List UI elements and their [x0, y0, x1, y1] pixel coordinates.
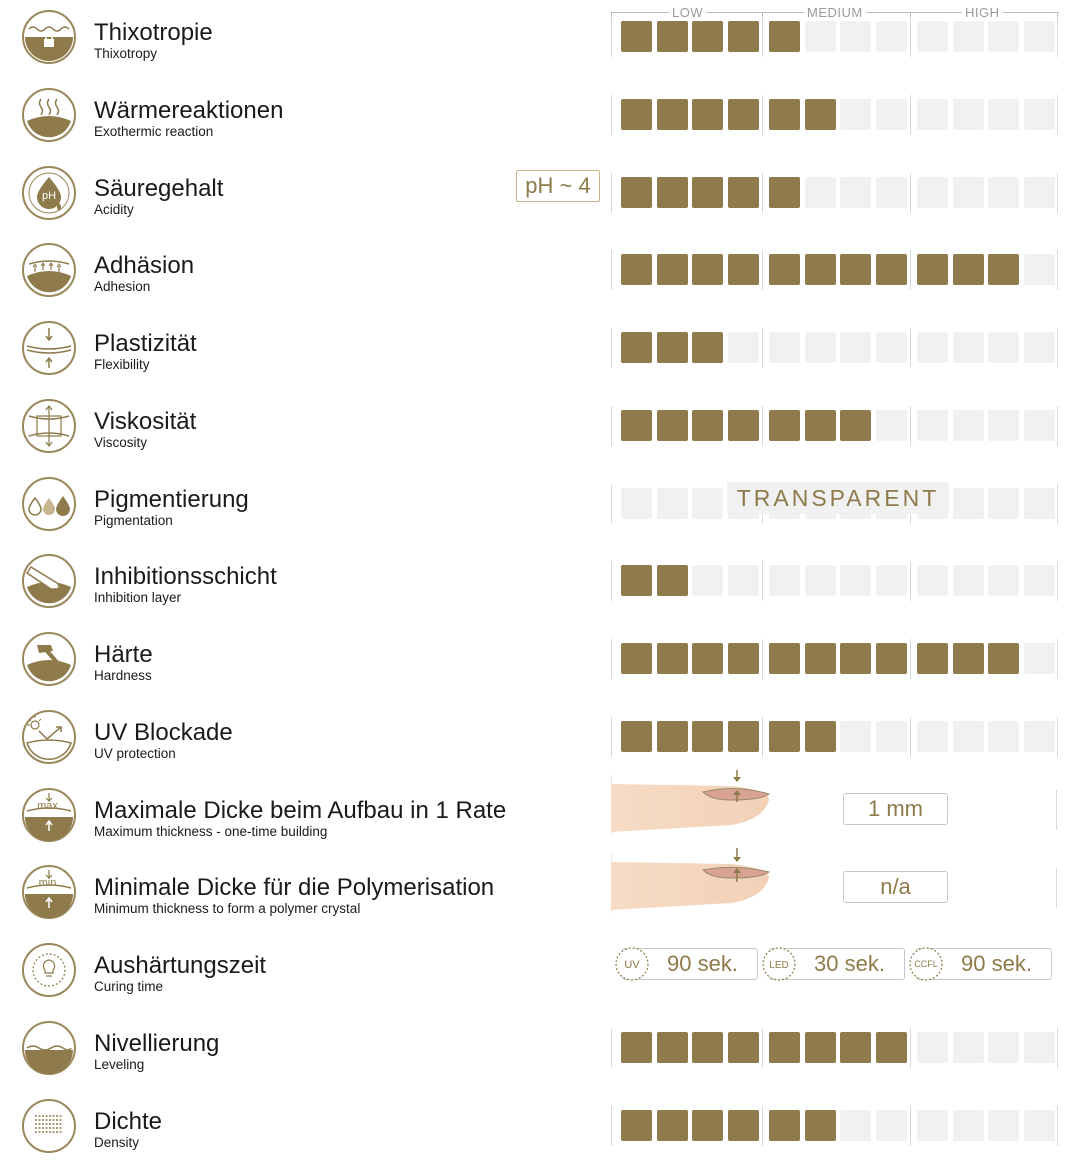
rating-square-filled: [728, 99, 759, 130]
rating-square-empty: [917, 99, 948, 130]
property-subtitle: Hardness: [94, 668, 152, 683]
property-row: [0, 87, 1080, 157]
rating-square-empty: [1024, 254, 1055, 285]
rating-square-empty: [805, 21, 836, 52]
rating-square-filled: [876, 254, 907, 285]
rating-square-filled: [917, 254, 948, 285]
property-title: Säuregehalt: [94, 175, 224, 202]
property-title: Adhäsion: [94, 252, 195, 279]
property-subtitle: Curing time: [94, 979, 164, 994]
min-thickness-value: n/a: [843, 871, 948, 903]
scale-end-rule: [1056, 790, 1057, 830]
rating-square-filled: [621, 410, 652, 441]
rating-square-filled: [657, 643, 688, 674]
rating-square-filled: [692, 721, 723, 752]
rating-square-empty: [1024, 643, 1055, 674]
rating-square-empty: [1024, 99, 1055, 130]
rating-square-filled: [657, 565, 688, 596]
svg-text:pH: pH: [41, 190, 57, 202]
rating-square-filled: [988, 643, 1019, 674]
rating-square-empty: [988, 332, 1019, 363]
rating-square-filled: [692, 177, 723, 208]
rating-square-empty: [805, 565, 836, 596]
rating-square-filled: [621, 1032, 652, 1063]
scale-separator: [1057, 639, 1058, 679]
rating-square-empty: [953, 410, 984, 441]
curing-led: [769, 948, 905, 980]
property-subtitle: Adhesion: [94, 279, 151, 294]
uv-lamp-icon: [613, 945, 651, 983]
scale-separator: [910, 639, 911, 679]
max-thickness-value: 1 mm: [843, 793, 948, 825]
rating-square-filled: [769, 410, 800, 441]
curing-uv-time: 90 sek.: [667, 951, 738, 976]
rating-square-filled: [621, 177, 652, 208]
rating-square-empty: [805, 332, 836, 363]
scale-separator: [611, 484, 612, 524]
property-row: [0, 1098, 1080, 1168]
rating-square-empty: [953, 332, 984, 363]
rating-square-filled: [728, 1032, 759, 1063]
rating-square-filled: [692, 410, 723, 441]
finger-illustration: [611, 770, 781, 840]
rating-square-empty: [728, 565, 759, 596]
rating-square-filled: [876, 643, 907, 674]
rating-square-empty: [1024, 488, 1055, 519]
rating-scale: [611, 17, 1059, 57]
scale-separator: [762, 1106, 763, 1146]
header-medium-label: MEDIUM: [804, 5, 866, 20]
hammer-icon: [21, 631, 77, 687]
rating-square-filled: [769, 21, 800, 52]
scale-separator: [910, 250, 911, 290]
property-subtitle: Density: [94, 1135, 140, 1150]
rating-square-filled: [917, 643, 948, 674]
scale-separator: [910, 17, 911, 57]
rating-square-empty: [988, 1032, 1019, 1063]
scale-separator: [910, 561, 911, 601]
property-title: Inhibitionsschicht: [94, 563, 277, 590]
rating-square-filled: [769, 254, 800, 285]
rating-square-filled: [805, 254, 836, 285]
rating-square-filled: [805, 410, 836, 441]
scale-separator: [1057, 1106, 1058, 1146]
drops-icon: [21, 476, 77, 532]
rating-square-empty: [692, 565, 723, 596]
property-subtitle: Leveling: [94, 1057, 145, 1072]
rating-square-empty: [657, 488, 688, 519]
rating-square-filled: [728, 410, 759, 441]
uv-lamp-text: UV: [624, 959, 640, 971]
rating-square-filled: [621, 721, 652, 752]
rating-square-empty: [876, 99, 907, 130]
rating-square-filled: [728, 177, 759, 208]
rating-scale: [611, 1106, 1059, 1146]
scale-separator: [611, 250, 612, 290]
rating-square-filled: [805, 643, 836, 674]
rating-square-filled: [692, 1110, 723, 1141]
rating-square-filled: [876, 1032, 907, 1063]
lamp-icon: [21, 942, 77, 998]
rating-square-filled: [840, 643, 871, 674]
property-subtitle: Acidity: [94, 202, 134, 217]
scale-separator: [611, 95, 612, 135]
scale-separator: [910, 1028, 911, 1068]
scale-separator: [762, 717, 763, 757]
curing-ccfl-time: 90 sek.: [961, 951, 1032, 976]
rating-square-filled: [769, 99, 800, 130]
rating-square-empty: [876, 21, 907, 52]
header-low-label: LOW: [669, 5, 706, 20]
property-title: Plastizität: [94, 330, 197, 357]
finger-illustration: [611, 848, 781, 918]
rating-square-filled: [692, 332, 723, 363]
scale-separator: [762, 406, 763, 446]
scale-separator: [762, 328, 763, 368]
rating-square-empty: [840, 99, 871, 130]
rating-square-empty: [840, 21, 871, 52]
rating-square-filled: [769, 1032, 800, 1063]
rating-square-filled: [621, 1110, 652, 1141]
rating-square-empty: [953, 721, 984, 752]
rating-square-filled: [769, 643, 800, 674]
rating-square-filled: [692, 99, 723, 130]
rating-square-filled: [692, 1032, 723, 1063]
scale-separator: [762, 17, 763, 57]
rating-square-filled: [728, 254, 759, 285]
flex-arrows-icon: [21, 320, 77, 376]
rating-square-filled: [657, 99, 688, 130]
property-title: Viskosität: [94, 408, 197, 435]
rating-square-filled: [805, 1110, 836, 1141]
scale-separator: [611, 406, 612, 446]
scale-separator: [910, 1106, 911, 1146]
svg-text:min.: min.: [38, 877, 60, 889]
rating-square-empty: [840, 1110, 871, 1141]
property-title: Maximale Dicke beim Aufbau in 1 Rate: [94, 797, 507, 824]
rating-square-filled: [657, 721, 688, 752]
rating-square-filled: [728, 721, 759, 752]
scale-separator: [762, 1028, 763, 1068]
rating-square-empty: [840, 332, 871, 363]
rating-square-empty: [917, 177, 948, 208]
rating-square-empty: [805, 177, 836, 208]
rating-scale: [611, 717, 1059, 757]
rating-square-empty: [840, 177, 871, 208]
rating-square-empty: [917, 21, 948, 52]
rating-square-empty: [953, 565, 984, 596]
property-row: [0, 320, 1080, 390]
rating-square-filled: [805, 1032, 836, 1063]
property-row: [0, 398, 1080, 468]
property-row: [0, 631, 1080, 701]
rating-square-empty: [953, 177, 984, 208]
scale-end-rule: [1056, 868, 1057, 908]
rating-square-empty: [728, 332, 759, 363]
max-thickness-icon: [21, 787, 77, 843]
rating-square-filled: [657, 177, 688, 208]
property-row: [0, 242, 1080, 312]
led-lamp-text: LED: [769, 960, 789, 971]
rating-square-filled: [621, 643, 652, 674]
rating-square-filled: [621, 254, 652, 285]
scale-separator: [1057, 1028, 1058, 1068]
scale-separator: [762, 173, 763, 213]
scale-separator: [611, 1028, 612, 1068]
property-subtitle: Pigmentation: [94, 513, 173, 528]
scale-separator: [1057, 17, 1058, 57]
rating-square-filled: [840, 410, 871, 441]
led-lamp-icon: [760, 945, 798, 983]
rating-square-empty: [953, 1110, 984, 1141]
scale-separator: [1057, 406, 1058, 446]
scale-separator: [910, 328, 911, 368]
rating-square-filled: [621, 332, 652, 363]
rating-square-empty: [1024, 1032, 1055, 1063]
rating-scale: [611, 250, 1059, 290]
scale-separator: [762, 561, 763, 601]
scale-separator: [1057, 717, 1058, 757]
rating-square-filled: [769, 1110, 800, 1141]
rating-square-filled: [621, 21, 652, 52]
heat-wave-icon: [21, 87, 77, 143]
rating-square-filled: [692, 254, 723, 285]
rating-square-filled: [728, 1110, 759, 1141]
rating-square-filled: [657, 410, 688, 441]
rating-square-empty: [1024, 1110, 1055, 1141]
rating-square-empty: [876, 177, 907, 208]
rating-square-empty: [917, 565, 948, 596]
rating-square-empty: [1024, 332, 1055, 363]
ccfl-lamp-icon: [907, 945, 945, 983]
header-high-label: HIGH: [962, 5, 1003, 20]
property-title: Härte: [94, 641, 153, 668]
rating-square-filled: [769, 177, 800, 208]
property-row: [0, 9, 1080, 79]
scale-separator: [910, 173, 911, 213]
rating-square-filled: [988, 254, 1019, 285]
rating-square-filled: [692, 21, 723, 52]
rating-square-empty: [953, 99, 984, 130]
rating-square-empty: [876, 1110, 907, 1141]
property-subtitle: Exothermic reaction: [94, 124, 214, 139]
rating-square-filled: [840, 1032, 871, 1063]
property-row: [0, 1020, 1080, 1090]
property-row: [0, 553, 1080, 623]
lock-wave-icon: [21, 9, 77, 65]
ccfl-lamp-text: CCFL: [914, 959, 938, 969]
curing-led-time: 30 sek.: [814, 951, 885, 976]
scale-separator: [910, 406, 911, 446]
scale-separator: [1057, 561, 1058, 601]
rating-square-filled: [953, 643, 984, 674]
property-title: Dichte: [94, 1108, 163, 1135]
property-title: Minimale Dicke für die Polymerisation: [94, 874, 495, 901]
rating-square-empty: [876, 565, 907, 596]
rating-square-empty: [692, 488, 723, 519]
rating-square-empty: [876, 410, 907, 441]
min-thickness-icon: [21, 864, 77, 920]
rating-square-empty: [953, 488, 984, 519]
curing-ccfl: [916, 948, 1052, 980]
rating-square-empty: [769, 332, 800, 363]
rating-square-empty: [988, 410, 1019, 441]
rating-square-empty: [917, 1032, 948, 1063]
rating-square-empty: [988, 99, 1019, 130]
rating-square-filled: [621, 565, 652, 596]
rating-square-filled: [657, 1032, 688, 1063]
rating-square-empty: [876, 332, 907, 363]
rating-square-filled: [657, 332, 688, 363]
rating-scale: [611, 639, 1059, 679]
leveling-icon: [21, 1020, 77, 1076]
rating-square-filled: [657, 1110, 688, 1141]
sun-reflect-icon: [21, 709, 77, 765]
rating-square-empty: [1024, 21, 1055, 52]
scale-separator: [1057, 173, 1058, 213]
scale-separator: [1057, 250, 1058, 290]
rating-square-empty: [1024, 565, 1055, 596]
scale-separator: [611, 561, 612, 601]
ph-badge: pH ~ 4: [516, 170, 600, 202]
scale-separator: [611, 639, 612, 679]
scale-separator: [611, 328, 612, 368]
scale-separator: [1057, 484, 1058, 524]
density-lines-icon: [21, 1098, 77, 1154]
rating-square-empty: [876, 721, 907, 752]
rating-square-empty: [988, 1110, 1019, 1141]
scale-separator: [611, 1106, 612, 1146]
rating-square-empty: [988, 21, 1019, 52]
rating-square-filled: [953, 254, 984, 285]
property-subtitle: Minimum thickness to form a polymer crystal: [94, 901, 361, 916]
property-title: Pigmentierung: [94, 486, 249, 513]
rating-square-empty: [988, 488, 1019, 519]
scale-separator: [762, 95, 763, 135]
rating-square-empty: [917, 410, 948, 441]
rating-square-empty: [1024, 177, 1055, 208]
rating-square-empty: [988, 177, 1019, 208]
rating-square-empty: [621, 488, 652, 519]
rating-scale: [611, 406, 1059, 446]
rating-scale: [611, 328, 1059, 368]
property-subtitle: Thixotropy: [94, 46, 158, 61]
property-subtitle: Flexibility: [94, 357, 150, 372]
rating-square-filled: [657, 21, 688, 52]
property-subtitle: UV protection: [94, 746, 176, 761]
scale-separator: [910, 95, 911, 135]
property-row: [0, 709, 1080, 779]
property-subtitle: Maximum thickness - one-time building: [94, 824, 328, 839]
property-title: Nivellierung: [94, 1030, 220, 1057]
viscosity-arrows-icon: [21, 398, 77, 454]
adhesion-arrows-icon: [21, 242, 77, 298]
rating-scale: [611, 95, 1059, 135]
rating-square-filled: [657, 254, 688, 285]
rating-square-empty: [769, 565, 800, 596]
transparent-label: TRANSPARENT: [727, 482, 949, 514]
curing-uv: [622, 948, 758, 980]
property-subtitle: Viscosity: [94, 435, 148, 450]
rating-square-empty: [840, 565, 871, 596]
rating-square-filled: [769, 721, 800, 752]
wipe-icon: [21, 553, 77, 609]
rating-scale: [611, 1028, 1059, 1068]
property-title: Aushärtungszeit: [94, 952, 267, 979]
scale-separator: [1057, 328, 1058, 368]
rating-square-filled: [840, 254, 871, 285]
rating-square-empty: [988, 565, 1019, 596]
scale-separator: [611, 17, 612, 57]
rating-square-empty: [1024, 410, 1055, 441]
rating-square-empty: [840, 721, 871, 752]
scale-separator: [762, 639, 763, 679]
rating-scale: [611, 173, 1059, 213]
rating-square-filled: [805, 99, 836, 130]
rating-scale: [611, 561, 1059, 601]
rating-square-filled: [805, 721, 836, 752]
rating-square-empty: [1024, 721, 1055, 752]
rating-square-filled: [728, 21, 759, 52]
property-title: Thixotropie: [94, 19, 213, 46]
property-title: Wärmereaktionen: [94, 97, 284, 124]
rating-square-empty: [953, 1032, 984, 1063]
scale-separator: [611, 173, 612, 213]
property-subtitle: Inhibition layer: [94, 590, 182, 605]
rating-square-empty: [917, 332, 948, 363]
rating-square-empty: [988, 721, 1019, 752]
scale-separator: [762, 250, 763, 290]
rating-square-empty: [917, 721, 948, 752]
rating-square-filled: [728, 643, 759, 674]
ph-drop-icon: [21, 165, 77, 221]
scale-separator: [611, 717, 612, 757]
scale-separator: [910, 717, 911, 757]
rating-square-empty: [917, 1110, 948, 1141]
scale-separator: [1057, 95, 1058, 135]
rating-square-filled: [621, 99, 652, 130]
rating-square-filled: [692, 643, 723, 674]
property-title: UV Blockade: [94, 719, 233, 746]
rating-square-empty: [953, 21, 984, 52]
svg-text:max.: max.: [37, 800, 61, 812]
